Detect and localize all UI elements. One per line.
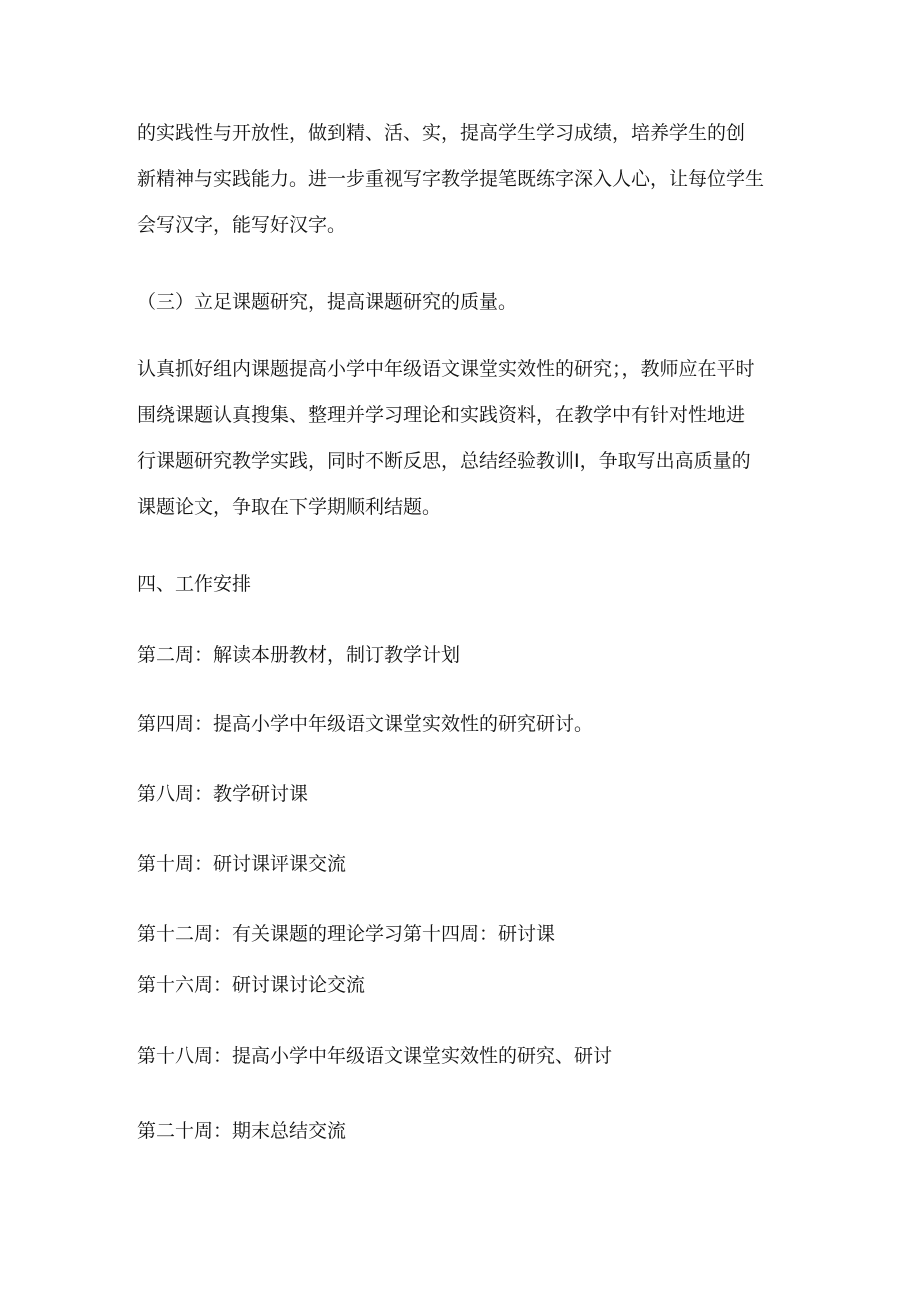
schedule-item: 第十六周：研讨课讨论交流 xyxy=(137,974,366,996)
schedule-item: 第二十周：期末总结交流 xyxy=(137,1120,347,1142)
paragraph-line: 认真抓好组内课题提高小学中年级语文课堂实效性的研究；，教师应在平时 xyxy=(137,358,755,380)
body-paragraph-practice xyxy=(137,110,787,248)
section-heading-research: （三）立足课题研究，提高课题研究的质量。 xyxy=(137,291,518,313)
schedule-item: 第十八周：提高小学中年级语文课堂实效性的研究、研讨 xyxy=(137,1045,613,1067)
paragraph-line: 会写汉字，能写好汉字。 xyxy=(137,214,347,236)
schedule-item: 第八周：教学研讨课 xyxy=(137,783,309,805)
schedule-item: 第四周：提高小学中年级语文课堂实效性的研究研讨。 xyxy=(137,713,594,735)
body-paragraph-research xyxy=(137,346,787,530)
section-title-schedule: 四、工作安排 xyxy=(137,573,252,595)
schedule-item: 第十二周：有关课题的理论学习第十四周：研讨课 xyxy=(137,923,556,945)
paragraph-line: 的实践性与开放性，做到精、活、实，提高学生学习成绩，培养学生的创 xyxy=(137,122,746,144)
paragraph-line: 新精神与实践能力。进一步重视写字教学提笔既练字深入人心，让每位学生 xyxy=(137,168,765,190)
schedule-item: 第十周：研讨课评课交流 xyxy=(137,853,347,875)
schedule-item: 第二周：解读本册教材，制订教学计划 xyxy=(137,644,461,666)
paragraph-line: 课题论文，争取在下学期顺利结题。 xyxy=(137,496,442,518)
paragraph-line: 围绕课题认真搜集、整理并学习理论和实践资料，在教学中有针对性地进 xyxy=(137,404,746,426)
paragraph-line: 行课题研究教学实践，同时不断反思，总结经验教训Ⅰ，争取写出高质量的 xyxy=(137,450,751,472)
